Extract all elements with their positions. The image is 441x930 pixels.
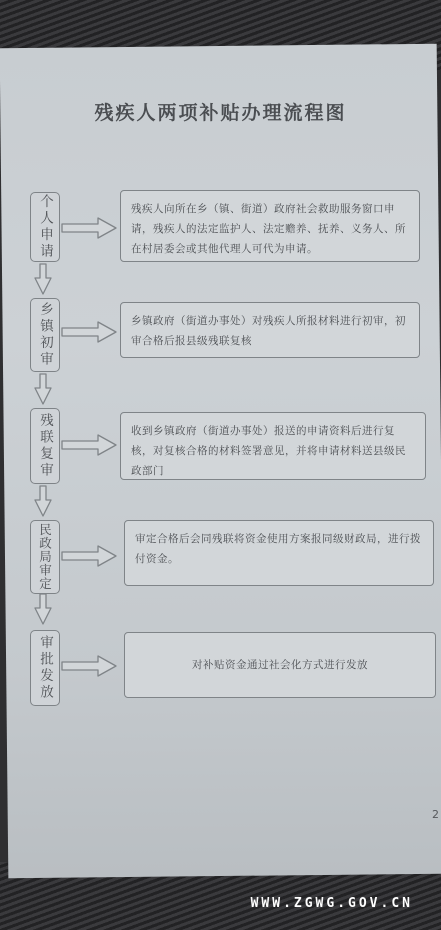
arrow-down-icon — [35, 374, 51, 404]
step-description: 审定合格后会同残联将资金使用方案报同级财政局，进行拨付资金。 — [135, 533, 421, 565]
arrow-right-icon — [62, 656, 116, 676]
step-label: 个人申请 — [37, 194, 53, 260]
site-watermark: WWW.ZGWG.GOV.CN — [250, 896, 413, 911]
step-description: 乡镇政府（街道办事处）对残疾人所报材料进行初审，初审合格后报县级残联复核 — [131, 315, 406, 347]
step-box-personal-application — [30, 192, 60, 262]
step-description-box — [120, 412, 426, 480]
arrow-down-icon — [35, 594, 51, 624]
step-description-box — [124, 632, 436, 698]
arrow-right-icon — [62, 218, 116, 238]
arrow-right-icon — [62, 546, 116, 566]
arrow-right-icon — [62, 435, 116, 455]
step-description-box — [120, 190, 420, 262]
step-label: 残联复审 — [37, 413, 53, 479]
step-label: 民政局审定 — [37, 523, 53, 591]
step-description: 残疾人向所在乡（镇、街道）政府社会救助服务窗口申请，残疾人的法定监护人、法定赡养、抚养、义务人、所在村居委会或其他代理人可代为申请。 — [131, 203, 406, 255]
step-label: 审批发放 — [37, 635, 53, 701]
arrow-down-icon — [35, 264, 51, 294]
arrow-right-icon — [62, 322, 116, 342]
step-box-civil-affairs-approval — [30, 520, 60, 594]
page-number: 2 — [432, 808, 439, 821]
step-description: 对补贴资金通过社会化方式进行发放 — [192, 659, 368, 671]
step-label: 乡镇初审 — [37, 302, 53, 368]
step-description-box — [120, 302, 420, 358]
step-box-disabled-federation-review — [30, 408, 60, 484]
arrow-down-icon — [35, 486, 51, 516]
step-box-township-review — [30, 298, 60, 372]
step-box-approval-distribution — [30, 630, 60, 706]
step-description-box — [124, 520, 434, 586]
step-description: 收到乡镇政府（街道办事处）报送的申请资料后进行复核，对复核合格的材料签署意见，并将申请材料送县级民政部门 — [131, 425, 406, 477]
document-title: 残疾人两项补贴办理流程图 — [94, 102, 347, 124]
